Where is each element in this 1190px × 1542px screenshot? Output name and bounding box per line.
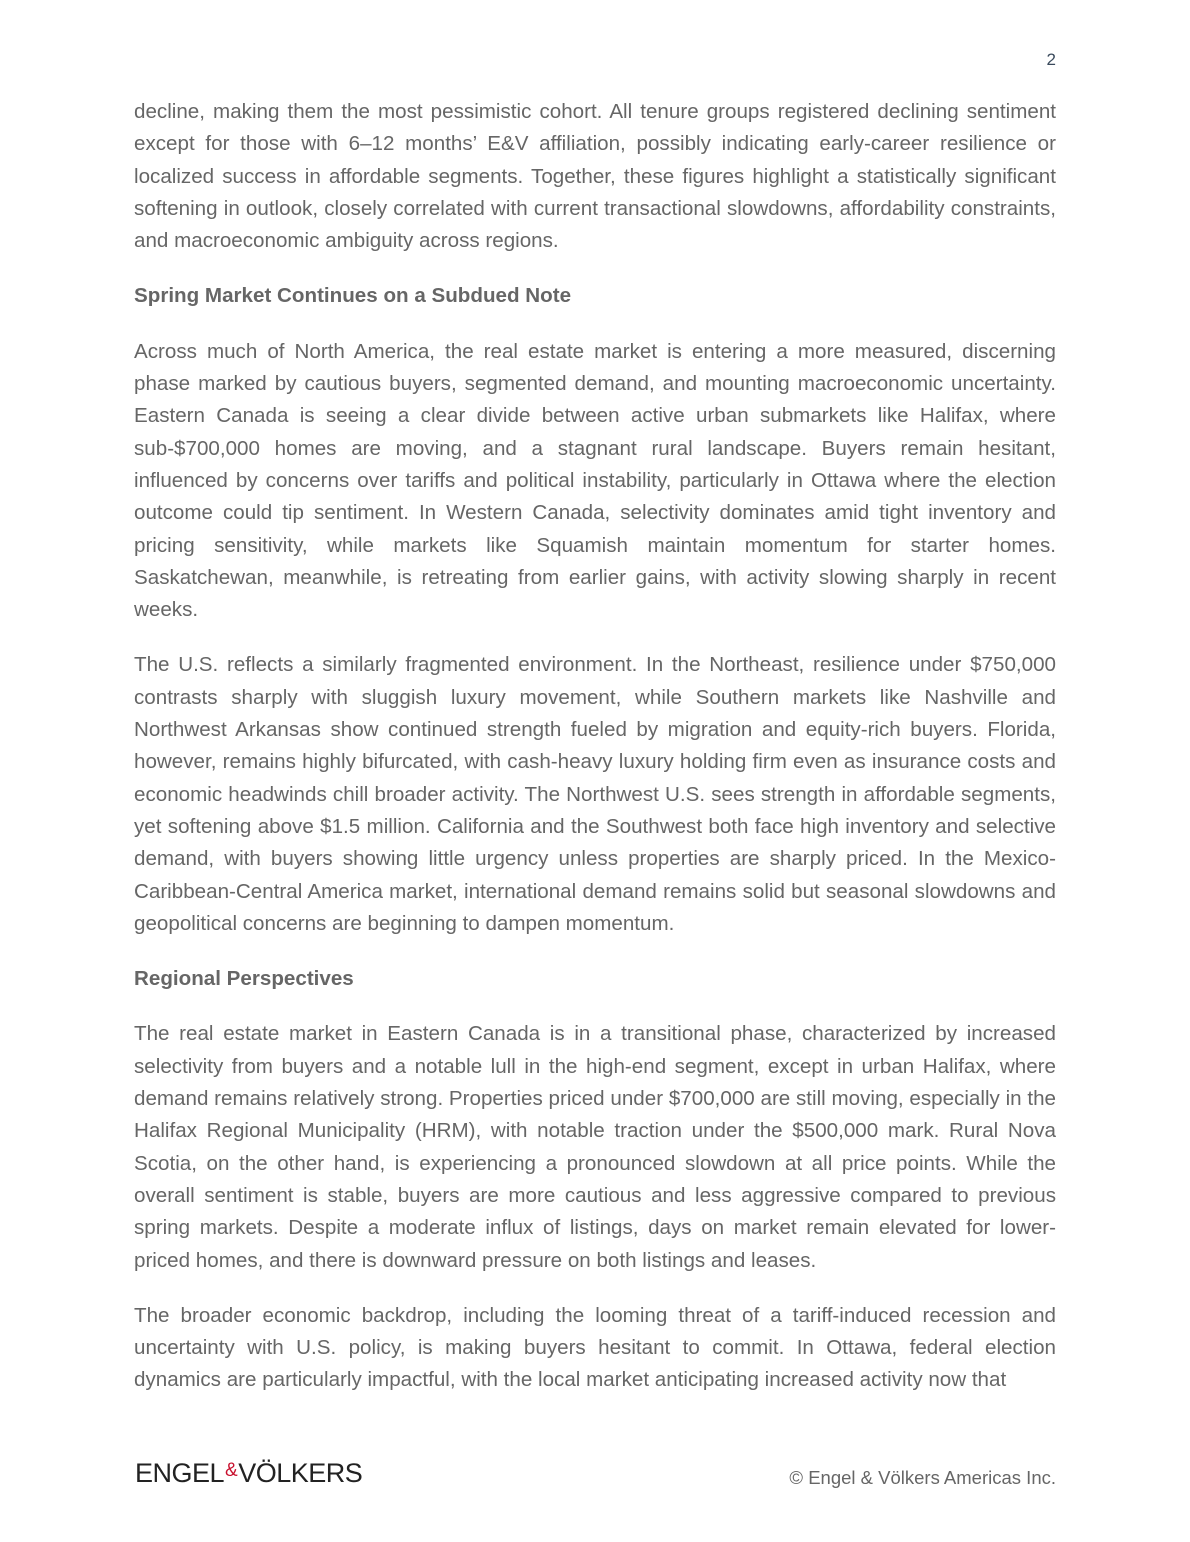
section-heading-regional-perspectives: Regional Perspectives (134, 967, 354, 991)
paragraph-4: The real estate market in Eastern Canada is in a transitional phase, characterized by increased selectivity from buyers and a notable lull in the high-end segment, except in urban Halifax, where demand remains relatively strong. Properties priced under $700,000 are still moving, especially in the Halifax Regional Municipality (HRM), with notable traction under the $500,000 mark. Rural Nova Scotia, on the other hand, is experiencing a pronounced slowdown at all price points. While the overall sentiment is stable, buyers are more cautious and less aggressive compared to previous spring markets. Despite a moderate influx of listings, days on market remain elevated for lower-priced homes, and there is downward pressure on both listings and leases. (134, 1022, 1056, 1272)
engel-volkers-logo (135, 1458, 362, 1489)
paragraph-3: The U.S. reflects a similarly fragmented environment. In the Northeast, resilience under $750,000 contrasts sharply with sluggish luxury movement, while Southern markets like Nashville and Northwest Arkansas show continued strength fueled by migration and equity-rich buyers. Florida, however, remains highly bifurcated, with cash-heavy luxury holding firm even as insurance costs and economic headwinds chill broader activity. The Northwest U.S. sees strength in affordable segments, yet softening above $1.5 million. California and the Southwest both face high inventory and selective demand, with buyers showing little urgency unless properties are sharply priced. In the Mexico-Caribbean-Central America market, international demand remains solid but seasonal slowdowns and geopolitical concerns are beginning to dampen momentum. (134, 653, 1056, 935)
paragraph-1: decline, making them the most pessimistic cohort. All tenure groups registered declining sentiment except for those with 6–12 months’ E&V affiliation, possibly indicating early-career resilience or localized success in affordable segments. Together, these figures highlight a statistically significant softening in outlook, closely correlated with current transactional slowdowns, affordability constraints, and macroeconomic ambiguity across regions. (134, 100, 1056, 253)
section-heading-spring-market: Spring Market Continues on a Subdued Note (134, 284, 572, 308)
copyright-notice: © Engel & Völkers Americas Inc. (789, 1467, 1056, 1488)
logo-text-left: ENGEL (135, 1458, 225, 1488)
logo-ampersand: & (225, 1460, 238, 1481)
logo-text-right: VÖLKERS (238, 1458, 363, 1488)
paragraph-5: The broader economic backdrop, including the looming threat of a tariff-induced recession and uncertainty with U.S. policy, is making buyers hesitant to commit. In Ottawa, federal election dynamics are particularly impactful, with the local market anticipating increased activity now that (134, 1303, 1056, 1392)
document-body (134, 96, 1056, 1420)
page-number: 2 (1046, 50, 1056, 69)
paragraph-2: Across much of North America, the real estate market is entering a more measured, discerning phase marked by cautious buyers, segmented demand, and mounting macroeconomic uncertainty. Eastern Canada is seeing a clear divide between active urban submarkets like Halifax, where sub-$700,000 homes are moving, and a stagnant rural landscape. Buyers remain hesitant, influenced by concerns over tariffs and political instability, particularly in Ottawa where the election outcome could tip sentiment. In Western Canada, selectivity dominates amid tight inventory and pricing sensitivity, while markets like Squamish maintain momentum for starter homes. Saskatchewan, meanwhile, is retreating from earlier gains, with activity slowing sharply in recent weeks. (134, 339, 1056, 622)
